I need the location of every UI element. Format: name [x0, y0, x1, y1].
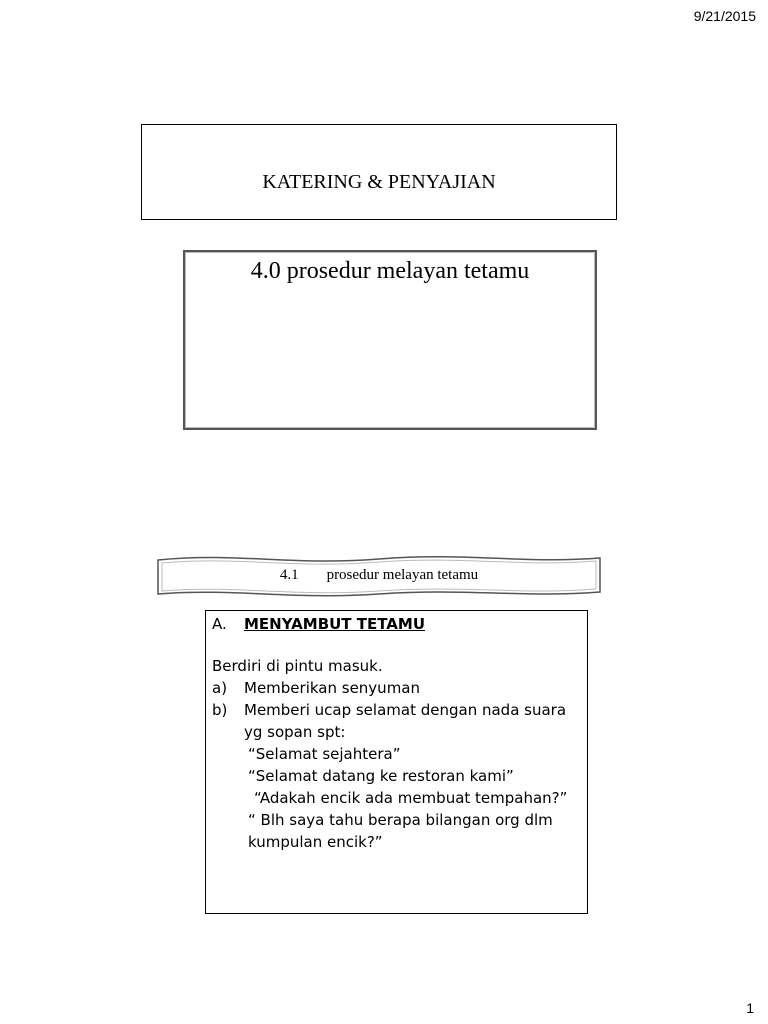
- greeting-quote: “Selamat datang ke restoran kami”: [248, 767, 514, 785]
- document-date: 9/21/2015: [693, 8, 756, 24]
- heading-text: MENYAMBUT TETAMU: [244, 615, 426, 633]
- greeting-quote: “Selamat sejahtera”: [248, 745, 401, 763]
- greeting-quote: “ Blh saya tahu berapa bilangan org dlm kumpulan encik?”: [248, 811, 553, 851]
- list-item-label: a): [212, 679, 228, 697]
- banner-number: 4.1: [279, 566, 299, 583]
- intro-text: Berdiri di pintu masuk.: [212, 657, 383, 675]
- section-title: 4.0 prosedur melayan tetamu: [250, 258, 530, 284]
- section-title-box: [183, 250, 597, 430]
- page-number: 1: [746, 1000, 754, 1016]
- slide-title: KATERING & PENYAJIAN: [262, 170, 496, 193]
- list-item-text: Memberikan senyuman: [244, 679, 421, 697]
- heading-letter: A.: [212, 615, 227, 633]
- list-item-label: b): [212, 701, 228, 719]
- slide-title-box: [141, 124, 617, 220]
- list-item: [212, 677, 579, 699]
- banner-text: prosedur melayan tetamu: [326, 566, 479, 583]
- content-box: [205, 610, 588, 914]
- subsection-banner: [154, 552, 604, 600]
- list-item: [212, 699, 579, 743]
- content-heading: [212, 613, 579, 635]
- list-item-text: Memberi ucap selamat dengan nada suara yg sopan spt:: [244, 701, 567, 741]
- greeting-quote: “Adakah encik ada membuat tempahan?”: [254, 789, 568, 807]
